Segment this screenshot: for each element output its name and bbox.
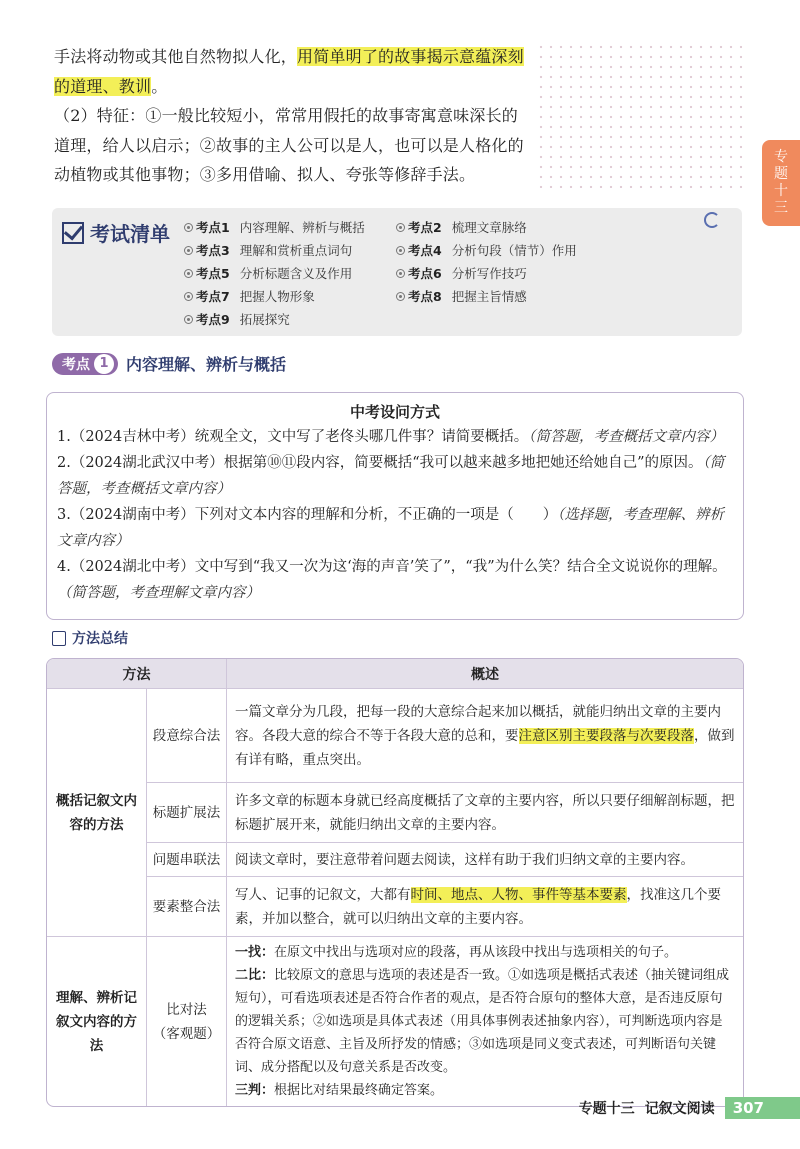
bullet-icon bbox=[184, 292, 193, 301]
highlight: 时间、地点、人物、事件等基本要素 bbox=[410, 886, 627, 903]
bullet-icon bbox=[184, 223, 193, 232]
methods-table bbox=[46, 658, 744, 1107]
intro-text bbox=[54, 42, 534, 190]
chapter-side-tab: 专 题 十 三 bbox=[762, 140, 800, 226]
checklist-item: 考点7 把握人物形象 bbox=[184, 287, 396, 306]
method-name: 比对法 （客观题） bbox=[147, 937, 227, 1106]
method-name: 要素整合法 bbox=[147, 877, 227, 937]
table-row bbox=[47, 937, 743, 1106]
checklist-grid bbox=[184, 218, 656, 329]
page-number: 307 bbox=[725, 1097, 800, 1119]
bullet-icon bbox=[396, 292, 405, 301]
checklist-item: 考点3 理解和赏析重点词句 bbox=[184, 241, 396, 260]
checklist-item: 考点1 内容理解、辨析与概括 bbox=[184, 218, 396, 237]
table-header-row bbox=[47, 659, 743, 689]
intro-highlight: 用简单明了的故事揭示意蕴深刻的道理、教训 bbox=[54, 47, 524, 96]
table-row bbox=[47, 783, 743, 843]
table-row bbox=[47, 877, 743, 937]
question-item: 4.（2024湖北中考）文中写到“我又一次为这‘海的声音’笑了”，“我”为什么笑？结合全文说说你的理解。（简答题，考查理解文章内容） bbox=[57, 559, 727, 601]
page-footer bbox=[579, 1097, 800, 1119]
checklist-item: 考点6 分析写作技巧 bbox=[396, 264, 656, 283]
checklist-item: 考点8 把握主旨情感 bbox=[396, 287, 656, 306]
highlight: 注意区别主要段落与次要段落 bbox=[518, 727, 694, 744]
intro-para-1: 手法将动物或其他自然物拟人化，用简单明了的故事揭示意蕴深刻的道理、教训。 bbox=[54, 47, 524, 96]
method-summary-heading: 方法总结 bbox=[52, 628, 128, 648]
footer-title: 记叙文阅读 bbox=[644, 1101, 715, 1117]
checklist-item: 考点5 分析标题含义及作用 bbox=[184, 264, 396, 283]
bullet-icon bbox=[184, 246, 193, 255]
method-description: 一篇文章分为几段，把每一段的大意综合起来加以概括，就能归纳出文章的主要内容。各段大意的综合不等于各段大意的总和，要注意区别主要段落与次要段落，做到有详有略，重点突出。 bbox=[227, 689, 743, 783]
exam-questions-box bbox=[46, 392, 744, 620]
section-heading bbox=[52, 352, 286, 375]
method-name: 问题串联法 bbox=[147, 843, 227, 877]
bullet-icon bbox=[184, 315, 193, 324]
swirl-icon bbox=[704, 212, 720, 228]
question-item: 3.（2024湖南中考）下列对文本内容的理解和分析，不正确的一项是（ ）（选择题，考查理解、辨析文章内容） bbox=[57, 507, 724, 549]
footer-topic: 专题十三 bbox=[578, 1101, 635, 1117]
step-find: 一找：在原文中找出与选项对应的段落，再从该段中找出与选项相关的句子。 bbox=[235, 945, 678, 960]
questions-title: 中考设问方式 bbox=[349, 403, 440, 421]
table-row bbox=[47, 843, 743, 877]
bullet-icon bbox=[396, 246, 405, 255]
table-row bbox=[47, 689, 743, 783]
method-description: 阅读文章时，要注意带着问题去阅读，这样有助于我们归纳文章的主要内容。 bbox=[227, 843, 743, 877]
column-header-method: 方法 bbox=[47, 659, 227, 689]
section-title: 内容理解、辨析与概括 bbox=[126, 355, 287, 374]
bullet-icon bbox=[396, 269, 405, 278]
bullet-icon bbox=[396, 223, 405, 232]
section-number: 1 bbox=[94, 354, 114, 374]
checklist-item: 考点4 分析句段（情节）作用 bbox=[396, 241, 656, 260]
notes-icon bbox=[52, 631, 66, 646]
step-judge: 三判：根据比对结果最终确定答案。 bbox=[235, 1083, 444, 1098]
exam-checklist bbox=[52, 208, 742, 336]
column-header-summary: 概述 bbox=[227, 659, 743, 689]
question-item: 1.（2024吉林中考）统观全文，文中写了老佟头哪几件事？请简要概括。（简答题，考查概括文章内容） bbox=[57, 429, 724, 445]
checklist-item: 考点9 拓展探究 bbox=[184, 310, 396, 329]
checkbox-icon bbox=[62, 222, 84, 244]
method-name: 段意综合法 bbox=[147, 689, 227, 783]
checklist-item: 考点2 梳理文章脉络 bbox=[396, 218, 656, 237]
bullet-icon bbox=[184, 269, 193, 278]
method-description: 写人、记事的记叙文，大都有时间、地点、人物、事件等基本要素，找准这几个要素，并加以整合，就可以归纳出文章的主要内容。 bbox=[227, 877, 743, 937]
method-group-summarize: 概括记叙文内容的方法 bbox=[47, 689, 147, 937]
question-item: 2.（2024湖北武汉中考）根据第⑩⑪段内容，简要概括“我可以越来越多地把她还给她自己”的原因。（简答题，考查概括文章内容） bbox=[57, 455, 725, 497]
dot-grid-decoration bbox=[536, 42, 742, 188]
section-pill: 考点 1 bbox=[52, 353, 118, 375]
method-description bbox=[227, 937, 743, 1106]
step-compare: 二比：比较原文的意思与选项的表述是否一致。①如选项是概括式表述（抽关键词组成短句），可看选项表述是否符合作者的观点，是否符合原句的整体大意，是否违反原句的逻辑关系；②如选项是具体式表述（用具体事例表述抽象内容），可判断选项内容是否符合原文语意、主旨及所抒发的情感；③如选项是同义变式表述，可判断语句关键词、成分搭配以及句意关系是否改变。 bbox=[235, 968, 730, 1075]
method-name: 标题扩展法 bbox=[147, 783, 227, 843]
intro-para-2: （2）特征：①一般比较短小，常常用假托的故事寄寓意味深长的道理，给人以启示；②故事的主人公可以是人，也可以是人格化的动植物或其他事物；③多用借喻、拟人、夸张等修辞手法。 bbox=[54, 106, 524, 184]
method-group-analyze: 理解、辨析记叙文内容的方法 bbox=[47, 937, 147, 1106]
checklist-title: 考试清单 bbox=[62, 218, 170, 247]
method-description: 许多文章的标题本身就已经高度概括了文章的主要内容，所以只要仔细解剖标题，把标题扩展开来，就能归纳出文章的主要内容。 bbox=[227, 783, 743, 843]
